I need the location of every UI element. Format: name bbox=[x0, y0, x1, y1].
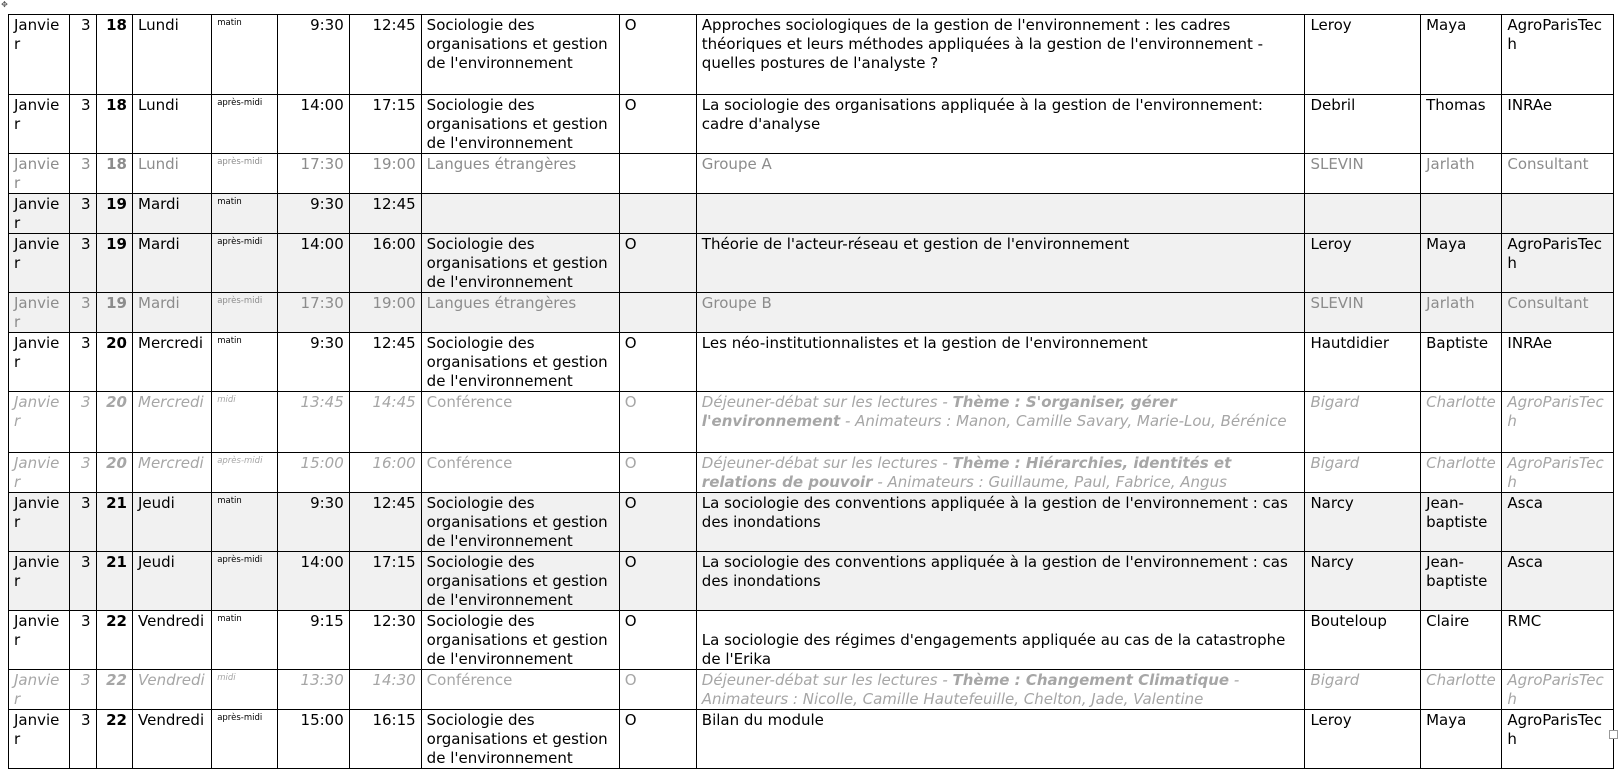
lastname-cell: Leroy bbox=[1305, 234, 1421, 293]
period-cell: matin bbox=[212, 493, 278, 552]
week-cell: 3 bbox=[70, 15, 96, 95]
description-topic: S'organiser, gérer l'environnement bbox=[701, 393, 1177, 430]
week-cell: 3 bbox=[70, 293, 96, 333]
end-time-cell: 14:45 bbox=[349, 392, 421, 453]
week-cell: 3 bbox=[70, 392, 96, 453]
weekday-cell: Mardi bbox=[133, 234, 212, 293]
period-cell: après-midi bbox=[212, 293, 278, 333]
type-cell: O bbox=[619, 493, 696, 552]
weekday-cell: Mardi bbox=[133, 194, 212, 234]
period-cell: midi bbox=[212, 670, 278, 710]
description-text: La sociologie des régimes d'engagements appliquée au cas de la catastrophe de l'Erika bbox=[701, 631, 1286, 668]
table-row bbox=[9, 154, 1614, 194]
type-cell bbox=[619, 293, 696, 333]
period-cell: matin bbox=[212, 15, 278, 95]
period-cell: après-midi bbox=[212, 453, 278, 493]
table-row bbox=[9, 670, 1614, 710]
week-cell: 3 bbox=[70, 453, 96, 493]
type-cell: O bbox=[619, 15, 696, 95]
end-time-cell: 12:45 bbox=[349, 15, 421, 95]
organization-cell: INRAe bbox=[1502, 333, 1614, 392]
subject-cell: Langues étrangères bbox=[421, 293, 619, 333]
weekday-cell: Jeudi bbox=[133, 493, 212, 552]
start-time-cell: 9:30 bbox=[277, 15, 349, 95]
table-row bbox=[9, 95, 1614, 154]
organization-cell: Consultant bbox=[1502, 154, 1614, 194]
week-cell: 3 bbox=[70, 552, 96, 611]
day-cell: 18 bbox=[96, 15, 132, 95]
firstname-cell: Maya bbox=[1421, 234, 1502, 293]
weekday-cell: Lundi bbox=[133, 95, 212, 154]
description-theme: Thème : bbox=[952, 393, 1026, 411]
end-time-cell: 12:45 bbox=[349, 333, 421, 392]
description-cell: La sociologie des conventions appliquée à la gestion de l'environnement : cas des inondations bbox=[696, 493, 1305, 552]
weekday-cell: Mercredi bbox=[133, 453, 212, 493]
week-cell: 3 bbox=[70, 493, 96, 552]
period-cell: après-midi bbox=[212, 95, 278, 154]
day-cell: 20 bbox=[96, 333, 132, 392]
table-resize-handle[interactable] bbox=[1609, 730, 1618, 739]
description-cell: Bilan du module bbox=[696, 710, 1305, 769]
period-cell: midi bbox=[212, 392, 278, 453]
description-suffix: - Animateurs : Nicolle, Camille Hautefeuille, Chelton, Jade, Valentine bbox=[701, 671, 1240, 708]
table-row bbox=[9, 611, 1614, 670]
month-cell: Janvier bbox=[9, 15, 70, 95]
lastname-cell bbox=[1305, 194, 1421, 234]
month-cell: Janvier bbox=[9, 392, 70, 453]
organization-cell: AgroParisTech bbox=[1502, 710, 1614, 769]
lastname-cell: Debril bbox=[1305, 95, 1421, 154]
firstname-cell: Charlotte bbox=[1421, 453, 1502, 493]
start-time-cell: 14:00 bbox=[277, 552, 349, 611]
start-time-cell: 13:30 bbox=[277, 670, 349, 710]
end-time-cell: 12:30 bbox=[349, 611, 421, 670]
organization-cell: AgroParisTech bbox=[1502, 453, 1614, 493]
month-cell: Janvier bbox=[9, 552, 70, 611]
firstname-cell: Charlotte bbox=[1421, 670, 1502, 710]
week-cell: 3 bbox=[70, 95, 96, 154]
table-row bbox=[9, 710, 1614, 769]
day-cell: 21 bbox=[96, 552, 132, 611]
end-time-cell: 17:15 bbox=[349, 552, 421, 611]
month-cell: Janvier bbox=[9, 333, 70, 392]
period-cell: après-midi bbox=[212, 710, 278, 769]
day-cell: 18 bbox=[96, 95, 132, 154]
type-cell: O bbox=[619, 95, 696, 154]
table-move-handle-icon[interactable]: ✥ bbox=[1, 0, 8, 9]
start-time-cell: 9:30 bbox=[277, 333, 349, 392]
table-row bbox=[9, 493, 1614, 552]
description-cell: Approches sociologiques de la gestion de l'environnement : les cadres théoriques et leurs méthodes appliquées à la gestion de l'environnement - quelles postures de l'analyste ? bbox=[696, 15, 1305, 95]
type-cell: O bbox=[619, 453, 696, 493]
lastname-cell: Bigard bbox=[1305, 670, 1421, 710]
period-cell: après-midi bbox=[212, 154, 278, 194]
subject-cell: Conférence bbox=[421, 392, 619, 453]
month-cell: Janvier bbox=[9, 493, 70, 552]
day-cell: 19 bbox=[96, 194, 132, 234]
month-cell: Janvier bbox=[9, 194, 70, 234]
organization-cell: AgroParisTech bbox=[1502, 234, 1614, 293]
type-cell: O bbox=[619, 392, 696, 453]
table-row bbox=[9, 293, 1614, 333]
start-time-cell: 17:30 bbox=[277, 293, 349, 333]
weekday-cell: Vendredi bbox=[133, 611, 212, 670]
description-cell: Théorie de l'acteur-réseau et gestion de l'environnement bbox=[696, 234, 1305, 293]
start-time-cell: 15:00 bbox=[277, 453, 349, 493]
organization-cell: Consultant bbox=[1502, 293, 1614, 333]
start-time-cell: 9:30 bbox=[277, 194, 349, 234]
weekday-cell: Mercredi bbox=[133, 333, 212, 392]
description-theme: Thème : bbox=[952, 454, 1026, 472]
subject-cell: Sociologie des organisations et gestion de l'environnement bbox=[421, 234, 619, 293]
month-cell: Janvier bbox=[9, 293, 70, 333]
type-cell bbox=[619, 194, 696, 234]
end-time-cell: 19:00 bbox=[349, 293, 421, 333]
subject-cell: Langues étrangères bbox=[421, 154, 619, 194]
firstname-cell: Jean-baptiste bbox=[1421, 552, 1502, 611]
firstname-cell: Thomas bbox=[1421, 95, 1502, 154]
week-cell: 3 bbox=[70, 710, 96, 769]
month-cell: Janvier bbox=[9, 234, 70, 293]
period-cell: après-midi bbox=[212, 234, 278, 293]
firstname-cell: Jean-baptiste bbox=[1421, 493, 1502, 552]
description-cell bbox=[696, 392, 1305, 453]
subject-cell: Sociologie des organisations et gestion de l'environnement bbox=[421, 95, 619, 154]
start-time-cell: 9:15 bbox=[277, 611, 349, 670]
end-time-cell: 16:15 bbox=[349, 710, 421, 769]
end-time-cell: 14:30 bbox=[349, 670, 421, 710]
description-suffix: - Animateurs : Guillaume, Paul, Fabrice, Angus bbox=[872, 473, 1227, 491]
day-cell: 18 bbox=[96, 154, 132, 194]
organization-cell: AgroParisTech bbox=[1502, 670, 1614, 710]
lastname-cell: Leroy bbox=[1305, 710, 1421, 769]
week-cell: 3 bbox=[70, 670, 96, 710]
start-time-cell: 14:00 bbox=[277, 234, 349, 293]
end-time-cell: 12:45 bbox=[349, 493, 421, 552]
end-time-cell: 12:45 bbox=[349, 194, 421, 234]
end-time-cell: 19:00 bbox=[349, 154, 421, 194]
start-time-cell: 15:00 bbox=[277, 710, 349, 769]
description-suffix: - Animateurs : Manon, Camille Savary, Marie-Lou, Bérénice bbox=[840, 412, 1287, 430]
subject-cell: Sociologie des organisations et gestion de l'environnement bbox=[421, 552, 619, 611]
start-time-cell: 9:30 bbox=[277, 493, 349, 552]
month-cell: Janvier bbox=[9, 453, 70, 493]
subject-cell: Conférence bbox=[421, 453, 619, 493]
month-cell: Janvier bbox=[9, 95, 70, 154]
day-cell: 20 bbox=[96, 453, 132, 493]
table-row bbox=[9, 194, 1614, 234]
day-cell: 19 bbox=[96, 234, 132, 293]
description-cell: Groupe B bbox=[696, 293, 1305, 333]
period-cell: matin bbox=[212, 333, 278, 392]
description-cell: Les néo-institutionnalistes et la gestion de l'environnement bbox=[696, 333, 1305, 392]
lastname-cell: Narcy bbox=[1305, 552, 1421, 611]
lastname-cell: SLEVIN bbox=[1305, 154, 1421, 194]
subject-cell bbox=[421, 194, 619, 234]
firstname-cell: Maya bbox=[1421, 710, 1502, 769]
lastname-cell: Hautdidier bbox=[1305, 333, 1421, 392]
organization-cell: Asca bbox=[1502, 552, 1614, 611]
day-cell: 22 bbox=[96, 611, 132, 670]
lastname-cell: Bigard bbox=[1305, 453, 1421, 493]
period-cell: après-midi bbox=[212, 552, 278, 611]
type-cell: O bbox=[619, 234, 696, 293]
subject-cell: Sociologie des organisations et gestion de l'environnement bbox=[421, 710, 619, 769]
type-cell: O bbox=[619, 552, 696, 611]
firstname-cell: Claire bbox=[1421, 611, 1502, 670]
end-time-cell: 17:15 bbox=[349, 95, 421, 154]
subject-cell: Sociologie des organisations et gestion de l'environnement bbox=[421, 611, 619, 670]
description-cell bbox=[696, 194, 1305, 234]
end-time-cell: 16:00 bbox=[349, 234, 421, 293]
lastname-cell: Leroy bbox=[1305, 15, 1421, 95]
description-cell bbox=[696, 670, 1305, 710]
day-cell: 20 bbox=[96, 392, 132, 453]
week-cell: 3 bbox=[70, 333, 96, 392]
weekday-cell: Lundi bbox=[133, 15, 212, 95]
lastname-cell: Bigard bbox=[1305, 392, 1421, 453]
end-time-cell: 16:00 bbox=[349, 453, 421, 493]
description-topic: Hiérarchies, identités et relations de pouvoir bbox=[701, 454, 1232, 491]
firstname-cell: Jarlath bbox=[1421, 154, 1502, 194]
weekday-cell: Vendredi bbox=[133, 710, 212, 769]
weekday-cell: Mercredi bbox=[133, 392, 212, 453]
firstname-cell: Baptiste bbox=[1421, 333, 1502, 392]
organization-cell bbox=[1502, 194, 1614, 234]
type-cell: O bbox=[619, 710, 696, 769]
firstname-cell: Charlotte bbox=[1421, 392, 1502, 453]
organization-cell: Asca bbox=[1502, 493, 1614, 552]
month-cell: Janvier bbox=[9, 154, 70, 194]
start-time-cell: 13:45 bbox=[277, 392, 349, 453]
description-prefix: Déjeuner-débat sur les lectures - bbox=[701, 671, 953, 689]
description-cell bbox=[696, 453, 1305, 493]
subject-cell: Sociologie des organisations et gestion de l'environnement bbox=[421, 15, 619, 95]
organization-cell: INRAe bbox=[1502, 95, 1614, 154]
organization-cell: AgroParisTech bbox=[1502, 392, 1614, 453]
organization-cell: RMC bbox=[1502, 611, 1614, 670]
table-row bbox=[9, 392, 1614, 453]
firstname-cell: Maya bbox=[1421, 15, 1502, 95]
description-cell: La sociologie des organisations appliquée à la gestion de l'environnement: cadre d'analyse bbox=[696, 95, 1305, 154]
period-cell: matin bbox=[212, 194, 278, 234]
table-row bbox=[9, 234, 1614, 293]
start-time-cell: 17:30 bbox=[277, 154, 349, 194]
weekday-cell: Vendredi bbox=[133, 670, 212, 710]
description-prefix: Déjeuner-débat sur les lectures - bbox=[701, 454, 953, 472]
period-cell: matin bbox=[212, 611, 278, 670]
weekday-cell: Jeudi bbox=[133, 552, 212, 611]
type-cell: O bbox=[619, 333, 696, 392]
day-cell: 22 bbox=[96, 710, 132, 769]
week-cell: 3 bbox=[70, 611, 96, 670]
type-cell bbox=[619, 154, 696, 194]
description-theme: Thème : Changement Climatique bbox=[952, 671, 1230, 689]
table-row bbox=[9, 552, 1614, 611]
subject-cell: Sociologie des organisations et gestion de l'environnement bbox=[421, 333, 619, 392]
description-cell bbox=[696, 611, 1305, 670]
type-cell: O bbox=[619, 611, 696, 670]
description-cell: La sociologie des conventions appliquée à la gestion de l'environnement : cas des inondations bbox=[696, 552, 1305, 611]
month-cell: Janvier bbox=[9, 670, 70, 710]
start-time-cell: 14:00 bbox=[277, 95, 349, 154]
weekday-cell: Lundi bbox=[133, 154, 212, 194]
lastname-cell: SLEVIN bbox=[1305, 293, 1421, 333]
subject-cell: Conférence bbox=[421, 670, 619, 710]
week-cell: 3 bbox=[70, 154, 96, 194]
firstname-cell bbox=[1421, 194, 1502, 234]
table-row bbox=[9, 15, 1614, 95]
firstname-cell: Jarlath bbox=[1421, 293, 1502, 333]
day-cell: 22 bbox=[96, 670, 132, 710]
organization-cell: AgroParisTech bbox=[1502, 15, 1614, 95]
day-cell: 21 bbox=[96, 493, 132, 552]
description-prefix: Déjeuner-débat sur les lectures - bbox=[701, 393, 953, 411]
type-cell: O bbox=[619, 670, 696, 710]
week-cell: 3 bbox=[70, 234, 96, 293]
table-row bbox=[9, 453, 1614, 493]
lastname-cell: Bouteloup bbox=[1305, 611, 1421, 670]
week-cell: 3 bbox=[70, 194, 96, 234]
weekday-cell: Mardi bbox=[133, 293, 212, 333]
subject-cell: Sociologie des organisations et gestion de l'environnement bbox=[421, 493, 619, 552]
month-cell: Janvier bbox=[9, 611, 70, 670]
table-row bbox=[9, 333, 1614, 392]
lastname-cell: Narcy bbox=[1305, 493, 1421, 552]
schedule-table bbox=[8, 14, 1614, 769]
month-cell: Janvier bbox=[9, 710, 70, 769]
day-cell: 19 bbox=[96, 293, 132, 333]
description-cell: Groupe A bbox=[696, 154, 1305, 194]
